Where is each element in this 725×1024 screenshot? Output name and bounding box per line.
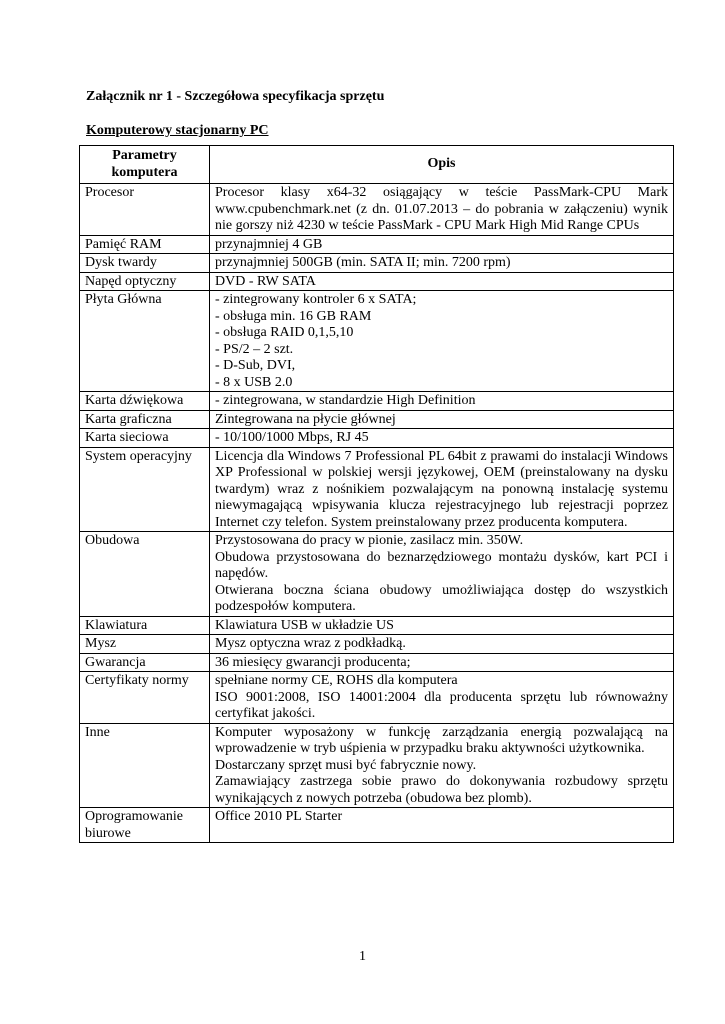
table-row [80,291,674,392]
parameter-cell: Płyta Główna [80,291,210,392]
parameter-cell: Karta sieciowa [80,429,210,448]
parameter-cell: Inne [80,723,210,808]
description-cell [210,616,674,635]
table-row [80,272,674,291]
description-line: Zintegrowana na płycie głównej [215,411,396,427]
header-parameters: Parametry komputera [80,146,210,184]
parameter-cell: Dysk twardy [80,254,210,273]
parameter-cell: System operacyjny [80,447,210,532]
table-row [80,653,674,672]
description-cell [210,254,674,273]
description-line: Licencja dla Windows 7 Professional PL 64bit z prawami do instalacji Windows XP Professional w polskiej wersji językowej, OEM (preinstalowany na dysku twardym) wraz z nośnikiem pozwalającym na ponowną instalację systemu niewymagającą wpisywania klucza rejestracyjnego lub rejestracji poprzez Internet czy telefon. System preinstalowany przez producenta komputera. [215,448,668,530]
description-line: - zintegrowany kontroler 6 x SATA; [215,292,417,307]
description-cell [210,291,674,392]
description-line: ISO 9001:2008, ISO 14001:2004 dla producenta sprzętu lub równoważny certyfikat jakości. [215,689,668,721]
description-line: Przystosowana do pracy w pionie, zasilacz min. 350W. [215,533,524,548]
table-row [80,410,674,429]
description-cell [210,392,674,411]
description-cell [210,635,674,654]
description-cell [210,672,674,724]
table-row [80,808,674,843]
table-header-row [80,146,674,184]
description-cell [210,429,674,448]
description-cell [210,410,674,429]
table-row [80,429,674,448]
description-cell [210,272,674,291]
description-line: Procesor klasy x64-32 osiągający w teście PassMark-CPU Mark www.cpubenchmark.net (z dn. 01.07.2013 – do pobrania w załączeniu) wynik nie gorszy niż 4230 w teście PassMark - CPU Mark High Mid Range CPUs [215,185,668,233]
table-row [80,235,674,254]
document-subtitle: Komputerowy stacjonarny PC [86,123,269,138]
description-line: Office 2010 PL Starter [215,809,343,824]
table-row [80,532,674,617]
description-cell [210,235,674,254]
parameter-cell: Obudowa [80,532,210,617]
page-number: 1 [359,949,366,964]
parameter-cell: Certyfikaty normy [80,672,210,724]
table-row [80,184,674,236]
document-title: Załącznik nr 1 - Szczegółowa specyfikacja sprzętu [86,89,385,104]
description-line: - 8 x USB 2.0 [215,374,293,390]
table-row [80,392,674,411]
description-cell [210,532,674,617]
header-description: Opis [210,146,674,184]
description-line: Klawiatura USB w układzie US [215,617,394,633]
table-row [80,616,674,635]
specification-table [79,145,674,843]
description-line: przynajmniej 4 GB [215,236,323,252]
description-cell [210,723,674,808]
description-cell [210,653,674,672]
table-row [80,447,674,532]
description-line: Otwierana boczna ściana obudowy umożliwiająca dostęp do wszystkich podzespołów komputera. [215,582,668,614]
parameter-cell: Oprogramowanie biurowe [80,808,210,843]
table-row [80,254,674,273]
description-line: Mysz optyczna wraz z podkładką. [215,636,406,651]
parameter-cell: Procesor [80,184,210,236]
parameter-cell: Napęd optyczny [80,272,210,291]
parameter-cell: Mysz [80,635,210,654]
description-line: Komputer wyposażony w funkcję zarządzania energią pozwalającą na wprowadzenie w tryb uśpienia w przypadku braku aktywności użytkownika. [215,724,668,756]
parameter-cell: Gwarancja [80,653,210,672]
description-cell [210,447,674,532]
description-line: Zamawiający zastrzega sobie prawo do dokonywania rozbudowy sprzętu wynikających z nowych potrzeba (obudowa bez plomb). [215,774,668,806]
parameter-cell: Pamięć RAM [80,235,210,254]
description-line: - obsługa RAID 0,1,5,10 [215,325,354,340]
description-line: - D-Sub, DVI, [215,358,296,373]
description-cell [210,184,674,236]
parameter-cell: Klawiatura [80,616,210,635]
description-line: 36 miesięcy gwarancji producenta; [215,654,411,670]
table-row [80,672,674,724]
description-line: - 10/100/1000 Mbps, RJ 45 [215,430,369,445]
description-line: - PS/2 – 2 szt. [215,341,294,357]
description-line: Obudowa przystosowana do beznarzędziowego montażu dysków, kart PCI i napędów. [215,549,668,581]
description-line: - obsługa min. 16 GB RAM [215,308,372,324]
description-cell [210,808,674,843]
parameter-cell: Karta dźwiękowa [80,392,210,411]
description-line: spełniane normy CE, ROHS dla komputera [215,673,458,688]
description-line: - zintegrowana, w standardzie High Definition [215,393,476,408]
description-line: DVD - RW SATA [215,273,316,289]
description-line: Dostarczany sprzęt musi być fabrycznie nowy. [215,757,477,773]
table-row [80,635,674,654]
table-row [80,723,674,808]
description-line: przynajmniej 500GB (min. SATA II; min. 7200 rpm) [215,255,511,270]
parameter-cell: Karta graficzna [80,410,210,429]
